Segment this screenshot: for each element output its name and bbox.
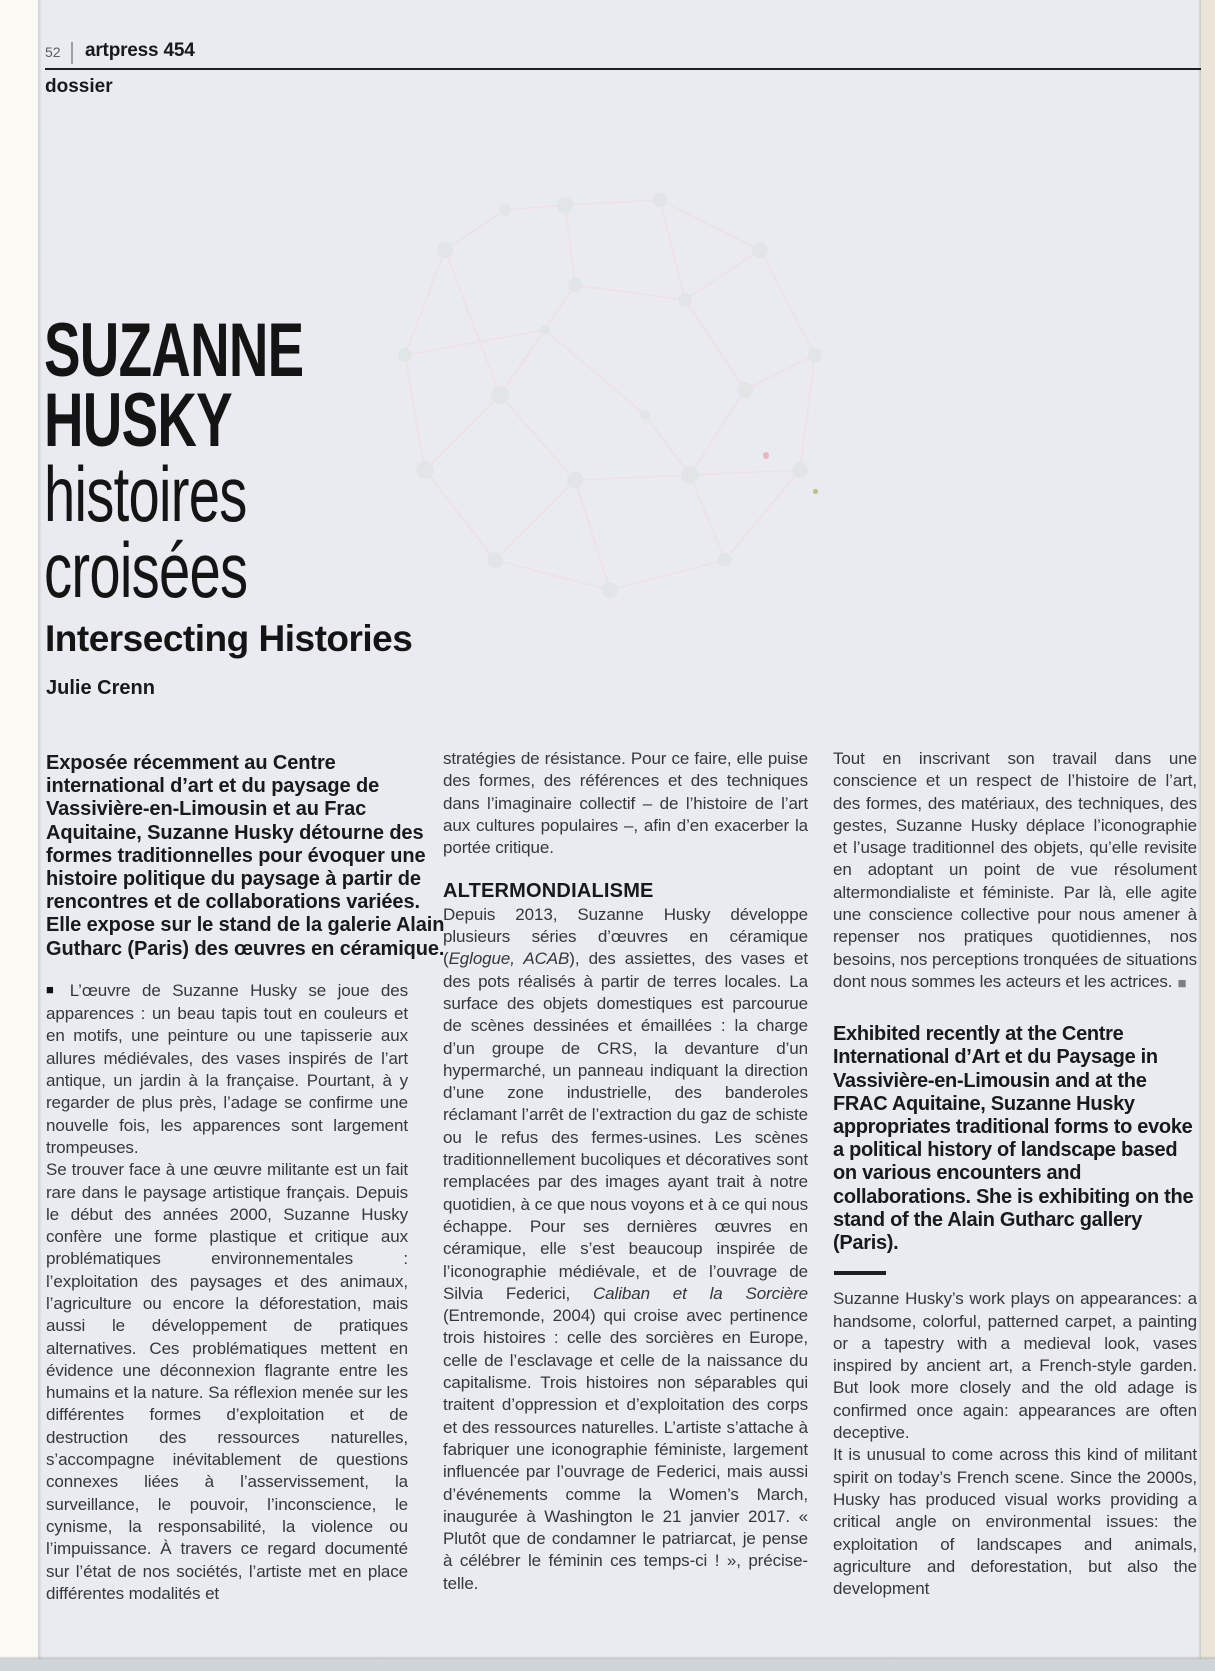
body-text-segment: Depuis 2013, Suzanne Husky développe plusieurs séries d’œuvres en céramique ( (443, 904, 808, 969)
magazine-title: artpress 454 (85, 40, 195, 61)
paper-edge-right-seam (1198, 0, 1201, 1671)
scan-speck-olive (813, 489, 818, 494)
article-title (44, 308, 404, 614)
article-title-line-1: SUZANNE (44, 308, 304, 393)
body-paragraph: stratégies de résistance. Pour ce faire, elle puise des formes, des références et des techniques dans l’imaginaire collectif – de l’histoire de l’art aux cultures populaires –, afin d’en exacerber la portée critique. (443, 749, 808, 858)
column-2 (443, 748, 808, 1595)
body-text-segment: ), des assiettes, des vases et des pots réalisés à partir de terres locales. La surface des objets domestiques est parcourue de scènes dessinées et émaillées : la charge d’un groupe de CRS, la devanture d’un hypermarché, un panneau indiquant la direction d’une zone industrielle, des banderoles réclamant l’arrêt de l’extraction du gaz de schiste ou le refus des fermes-usines. Les scènes traditionnellement bucoliques et décoratives sont remplacées par des images ayant trait à notre quotidien, à ce que nous voyons et à ce qui nous échappe. Pour ses dernières œuvres en céramique, elle s’est beaucoup inspirée de l’iconographie médiévale, et de l’ouvrage de Silvia Federici, (443, 949, 808, 1303)
article-title-line-3: histoires (44, 450, 247, 538)
body-paragraph (833, 748, 1197, 994)
header-divider (71, 42, 73, 64)
article-title-line-4: croisées (44, 526, 248, 614)
body-paragraph (443, 904, 808, 1595)
section-heading-altermondialisme: ALTERMONDIALISME (443, 880, 654, 903)
body-paragraph: Se trouver face à une œuvre militante est un fait rare dans le paysage artistique français. Depuis le début des années 2000, Suzanne Husky confère une forme plastique et critique aux problématiques environnementales : l’exploitation des paysages et des animaux, l’agriculture ou encore la déforestation, mais aussi le développement de pratiques alternatives. Ces problématiques mettent en évidence une déconnexion flagrante entre les humains et la nature. Sa réflexion menée sur les différentes formes d’exploitation et de destruction des ressources naturelles, s’accompagne inévitablement de questions connexes liées à l’asservissement, la surveillance, le pouvoir, l’inconscience, le cynisme, la responsabilité, la violence ou l’impuissance. À travers ce regard documenté sur l’état de nos sociétés, l’artiste met en place différentes modalités et (46, 1160, 408, 1603)
paragraph-start-square-icon: ■ (46, 981, 61, 997)
column-3 (833, 748, 1197, 1600)
body-paragraph (46, 980, 408, 1159)
body-text-segment: (Entremonde, 2004) qui croise avec pertinence trois histoires : celle des sorcières en Europe, celle de l’esclavage et celle de la naissance du capitalisme. Trois histoires non séparables qui traitent d’oppression et d’exploitation des corps et des ressources naturelles. L’artiste s’attache à fabriquer une iconographie féministe, largement influencée par l’ouvrage de Federici, mais aussi d’événements comme la Women’s March, inaugurée à Washington le 21 janvier 2017. « Plutôt que de condamner le patriarcat, je pense à célébrer le féminin ces temps-ci ! », précise-telle. (443, 1306, 808, 1593)
column-1 (46, 752, 445, 1605)
body-paragraph: It is unusual to come across this kind of militant spirit on today’s French scene. Since the 2000s, Husky has produced visual works providing a critical angle on environmental issues: the exploitation of landscapes and animals, agriculture and deforestation, but also the development (833, 1445, 1197, 1599)
english-lead-paragraph: Exhibited recently at the Centre International d’Art et du Paysage in Vassivière-en-Limousin and at the FRAC Aquitaine, Suzanne Husky appropriates traditional forms to evoke a political history of landscape based on various encounters and collaborations. She is exhibiting on the stand of the Alain Gutharc gallery (Paris). (833, 1023, 1194, 1255)
body-paragraph: Suzanne Husky’s work plays on appearances: a handsome, colorful, patterned carpet, a painting or a tapestry with a medieval look, vases inspired by ancient art, a French-style garden. But look more closely and the old adage is confirmed once again: appearances are often deceptive. (833, 1289, 1197, 1443)
article-end-square-icon: ■ (1177, 974, 1187, 992)
translation-divider-rule (834, 1271, 886, 1275)
italic-work-titles: Eglogue, ACAB (448, 949, 570, 969)
italic-book-title: Caliban et la Sorcière (593, 1283, 808, 1303)
french-lead-paragraph: Exposée récemment au Centre international d’art et du paysage de Vassivière-en-Limousin et au Frac Aquitaine, Suzanne Husky détourne des formes traditionnelles pour évoquer une histoire politique du paysage à partir de rencontres et de collaborations variées. Elle expose sur le stand de la galerie Alain Gutharc (Paris) des œuvres en céramique. (46, 752, 445, 960)
body-paragraph-text: Tout en inscrivant son travail dans une conscience et un respect de l’histoire de l’art, des formes, des matériaux, des techniques, des gestes, Suzanne Husky déplace l’iconographie et l’usage traditionnel des objets, qu’elle revisite en adoptant un point de vue résolument altermondialiste et féministe. Par là, elle agite une conscience collective pour nous amener à repenser nos pratiques quotidiennes, nos besoins, nos perceptions tronquées de situations dont nous sommes les acteurs et les actrices. (833, 749, 1197, 991)
article-title-line-2: HUSKY (44, 378, 232, 463)
paper-edge-right (1201, 0, 1215, 1671)
header-rule (45, 68, 1201, 70)
scan-speck-pink (763, 452, 769, 459)
body-paragraph-text: L’œuvre de Suzanne Husky se joue des apparences : un beau tapis tout en couleurs et en motifs, une peinture ou une tapisserie aux allures médiévales, des vases inspirés de l’art antique, un jardin à la française. Pourtant, à y regarder de plus près, l’adage se confirme une nouvelle fois, les apparences sont largement trompeuses. (46, 980, 408, 1157)
paper-edge-left-seam (38, 0, 42, 1671)
page-number: 52 (45, 44, 61, 60)
constellation-background-image (350, 115, 850, 695)
bottom-edge (0, 1659, 1215, 1671)
paper-edge-left (0, 0, 38, 1671)
section-label: dossier (45, 76, 113, 97)
author-byline: Julie Crenn (46, 677, 155, 699)
article-subtitle: Intersecting Histories (45, 618, 413, 659)
